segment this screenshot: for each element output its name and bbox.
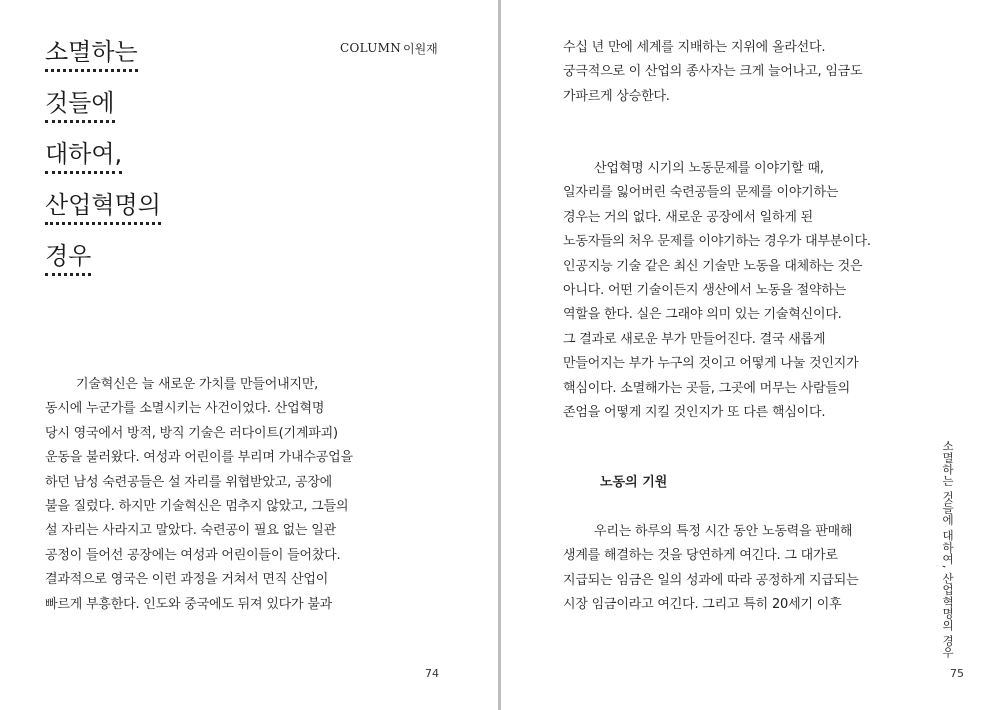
text-line: 수십 년 만에 세계를 지배하는 지위에 올라선다. xyxy=(563,40,826,55)
section-heading: 노동의 기원 xyxy=(600,475,668,490)
text-line: 시장 임금이라고 여긴다. 그리고 특히 20세기 이후 xyxy=(563,597,842,613)
text-line: 결과적으로 영국은 이런 과정을 거쳐서 면직 산업이 xyxy=(45,572,329,588)
title-line: 경우 xyxy=(45,241,91,276)
text-line: 불을 질렀다. 하지만 기술혁신은 멈추지 않았고, 그들의 xyxy=(45,499,349,515)
title-line: 산업혁명의 xyxy=(45,190,161,225)
page-number: 74 xyxy=(425,667,439,680)
column-label: COLUMN xyxy=(340,41,402,55)
text-line: 지급되는 임금은 일의 성과에 따라 공정하게 지급되는 xyxy=(563,572,859,588)
text-line: 설 자리는 사라지고 말았다. 숙련공이 필요 없는 일관 xyxy=(45,523,336,539)
text-line: 핵심이다. 소멸해가는 곳들, 그곳에 머무는 사람들의 xyxy=(563,380,851,396)
author-name: 이원재 xyxy=(403,42,438,56)
text-line: 만들어지는 부가 누구의 것이고 어떻게 나눌 것인지가 xyxy=(563,356,859,372)
right-page xyxy=(501,0,1000,710)
running-head: 소멸하는 것들에 대하여, 산업혁명의 경우 xyxy=(941,440,955,659)
text-line: 가파르게 상승한다. xyxy=(563,88,670,104)
text-line: 역할을 한다. 실은 그래야 의미 있는 기술혁신이다. xyxy=(563,307,842,323)
text-line: 궁극적으로 이 산업의 종사자는 크게 늘어나고, 임금도 xyxy=(563,64,863,80)
title-line: 소멸하는 xyxy=(45,37,138,72)
text-line: 당시 영국에서 방적, 방직 기술은 러다이트(기계파괴) xyxy=(45,425,338,441)
article-title xyxy=(45,37,161,292)
title-line: 것들에 xyxy=(45,88,115,123)
text-line: 아니다. 어떤 기술이든지 생산에서 노동을 절약하는 xyxy=(563,283,847,299)
text-line: 산업혁명 시기의 노동문제를 이야기할 때, xyxy=(594,161,824,176)
text-line: 존엄을 어떻게 지킬 것인지가 또 다른 핵심이다. xyxy=(563,405,826,421)
text-line: 하던 남성 숙련공들은 설 자리를 위협받았고, 공장에 xyxy=(45,474,333,490)
text-line: 동시에 누군가를 소멸시키는 사건이었다. 산업혁명 xyxy=(45,401,325,417)
body-paragraph xyxy=(563,36,862,109)
page-number: 75 xyxy=(950,667,964,680)
text-line: 인공지능 기술 같은 최신 기술만 노동을 대체하는 것은 xyxy=(563,258,863,274)
title-line: 대하여, xyxy=(45,139,122,174)
text-line: 노동자들의 처우 문제를 이야기하는 경우가 대부분이다. xyxy=(563,234,871,250)
text-line: 우리는 하루의 특정 시간 동안 노동력을 판매해 xyxy=(594,524,853,539)
left-page xyxy=(0,0,499,710)
text-line: 운동을 불러왔다. 여성과 어린이를 부리며 가내수공업을 xyxy=(45,450,353,466)
text-line: 빠르게 부흥한다. 인도와 중국에도 뒤져 있다가 불과 xyxy=(45,596,333,612)
text-line: 일자리를 잃어버린 숙련공들의 문제를 이야기하는 xyxy=(563,185,839,201)
text-line: 기술혁신은 늘 새로운 가치를 만들어내지만, xyxy=(76,377,319,392)
text-line: 생계를 해결하는 것을 당연하게 여긴다. 그 대가로 xyxy=(563,548,838,564)
text-line: 공정이 들어선 공장에는 여성과 어린이들이 들어찼다. xyxy=(45,547,341,563)
text-line: 경우는 거의 없다. 새로운 공장에서 일하게 된 xyxy=(563,209,813,225)
body-paragraph xyxy=(45,373,353,617)
body-paragraph xyxy=(563,520,858,618)
body-paragraph xyxy=(563,157,871,425)
text-line: 그 결과로 새로운 부가 만들어진다. 결국 새롭게 xyxy=(563,331,826,347)
